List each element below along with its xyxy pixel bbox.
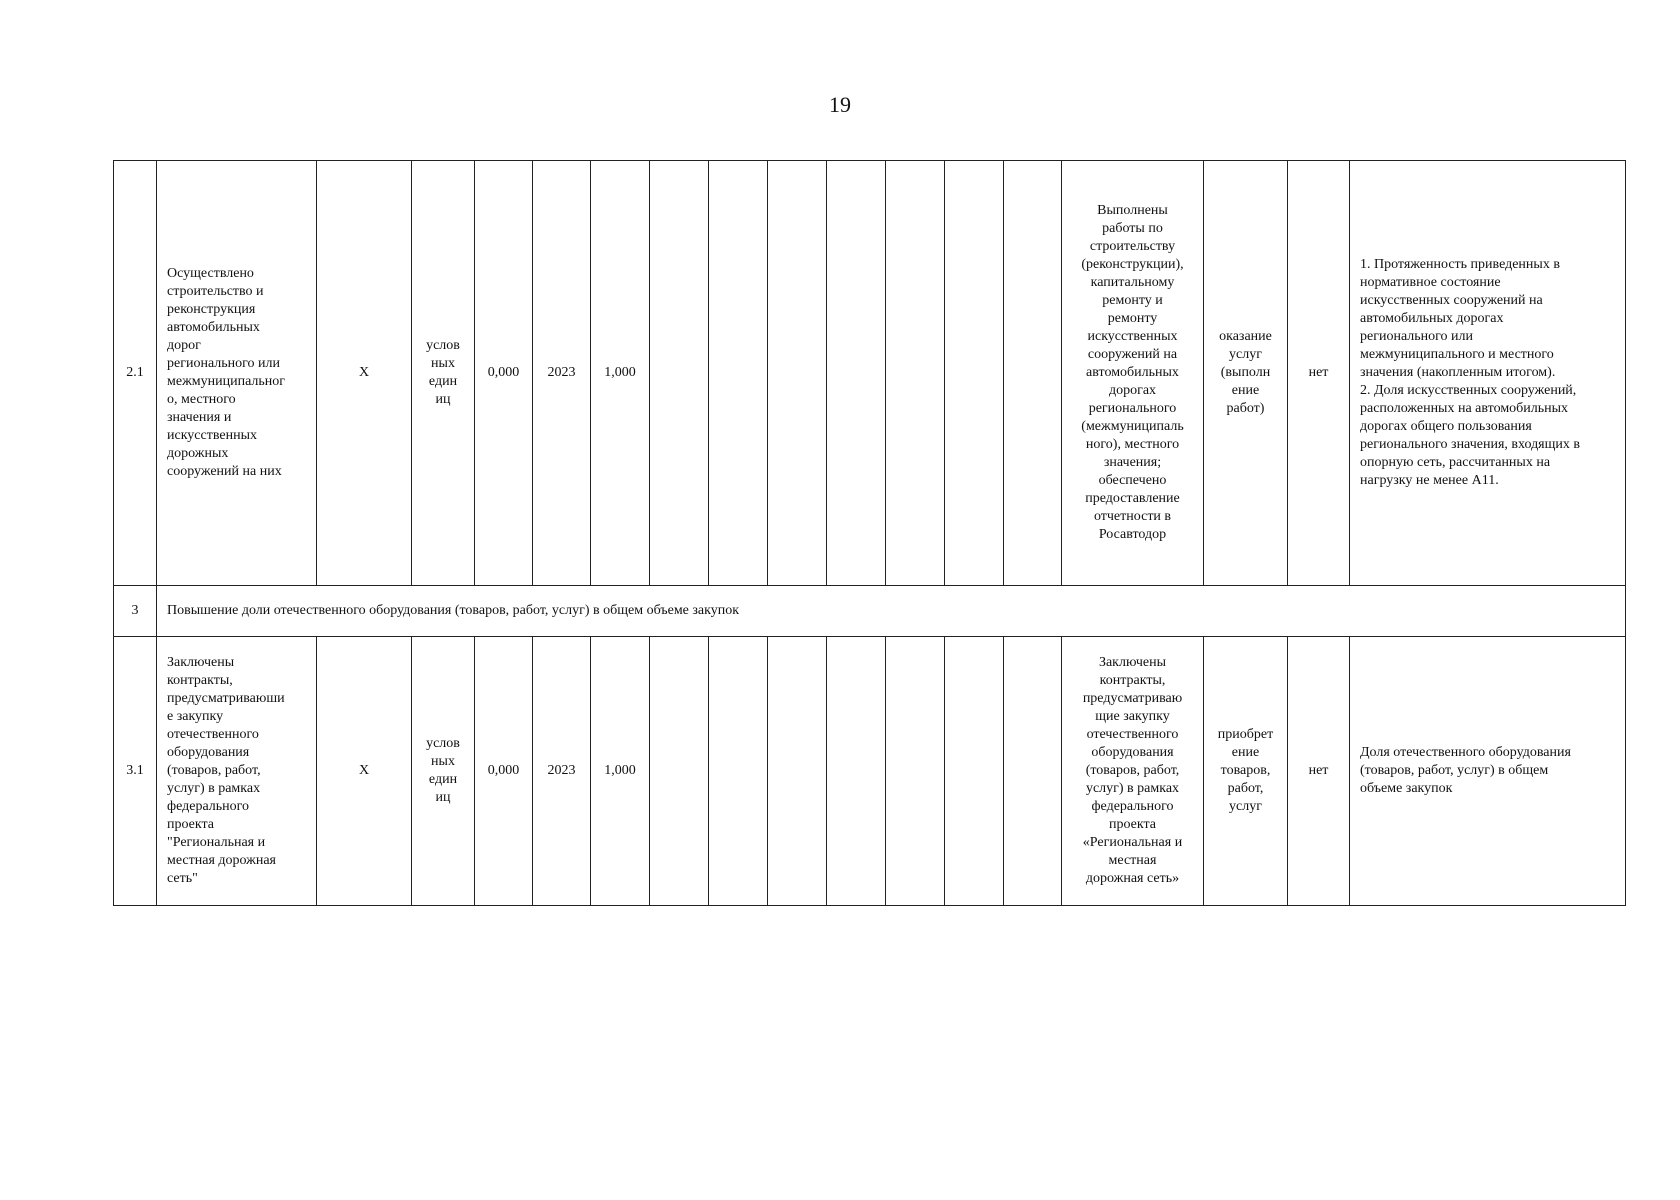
row-number: 3.1 bbox=[114, 637, 157, 906]
empty-cell bbox=[886, 637, 945, 906]
row-number: 2.1 bbox=[114, 161, 157, 586]
flag-cell: нет bbox=[1288, 637, 1350, 906]
base-value-cell: 0,000 bbox=[475, 161, 533, 586]
base-value-cell: 0,000 bbox=[475, 637, 533, 906]
year-cell: 2023 bbox=[533, 637, 591, 906]
result-description: Заключены контракты, предусматриваю щие закупку отечественного оборудования (товаров, работ, услуг) в рамках федерального проекта «Региональная и местная дорожная сеть» bbox=[1062, 637, 1204, 906]
empty-cell bbox=[827, 637, 886, 906]
value-cell: 1,000 bbox=[591, 637, 650, 906]
result-type: приобрет ение товаров, работ, услуг bbox=[1204, 637, 1288, 906]
empty-cell bbox=[945, 161, 1004, 586]
empty-cell bbox=[827, 161, 886, 586]
flag-cell: нет bbox=[1288, 161, 1350, 586]
section-row bbox=[114, 586, 1626, 637]
table-row bbox=[114, 161, 1626, 586]
section-number: 3 bbox=[114, 586, 157, 637]
section-title: Повышение доли отечественного оборудования (товаров, работ, услуг) в общем объеме закупок bbox=[157, 586, 1626, 637]
result-type: оказание услуг (выполн ение работ) bbox=[1204, 161, 1288, 586]
results-table bbox=[113, 160, 1626, 906]
empty-cell bbox=[709, 637, 768, 906]
mark-cell: Х bbox=[317, 637, 412, 906]
empty-cell bbox=[945, 637, 1004, 906]
indicators-cell: 1. Протяженность приведенных в нормативное состояние искусственных сооружений на автомобильных дорогах регионального или межмуниципального и местного значения (накопленным итогом). 2. Доля искусственных сооружений, расположенных на автомобильных дорогах общего пользования регионального значения, входящих в опорную сеть, рассчитанных на нагрузку не менее А11. bbox=[1350, 161, 1626, 586]
mark-cell: Х bbox=[317, 161, 412, 586]
empty-cell bbox=[886, 161, 945, 586]
value-cell: 1,000 bbox=[591, 161, 650, 586]
empty-cell bbox=[650, 637, 709, 906]
result-name: Заключены контракты, предусматриваюши е закупку отечественного оборудования (товаров, работ, услуг) в рамках федерального проекта "Региональная и местная дорожная сеть" bbox=[157, 637, 317, 906]
result-name: Осуществлено строительство и реконструкция автомобильных дорог регионального или межмуниципальног о, местного значения и искусственных дорожных сооружений на них bbox=[157, 161, 317, 586]
indicators-cell: Доля отечественного оборудования (товаров, работ, услуг) в общем объеме закупок bbox=[1350, 637, 1626, 906]
year-cell: 2023 bbox=[533, 161, 591, 586]
result-description: Выполнены работы по строительству (реконструкции), капитальному ремонту и ремонту искусственных сооружений на автомобильных дорогах регионального (межмуниципаль ного), местного значения; обеспечено предоставление отчетности в Росавтодор bbox=[1062, 161, 1204, 586]
unit-cell: услов ных един иц bbox=[412, 637, 475, 906]
empty-cell bbox=[650, 161, 709, 586]
empty-cell bbox=[1004, 637, 1062, 906]
table-row bbox=[114, 637, 1626, 906]
page-number: 19 bbox=[829, 92, 851, 117]
empty-cell bbox=[709, 161, 768, 586]
empty-cell bbox=[1004, 161, 1062, 586]
empty-cell bbox=[768, 161, 827, 586]
unit-cell: услов ных един иц bbox=[412, 161, 475, 586]
empty-cell bbox=[768, 637, 827, 906]
